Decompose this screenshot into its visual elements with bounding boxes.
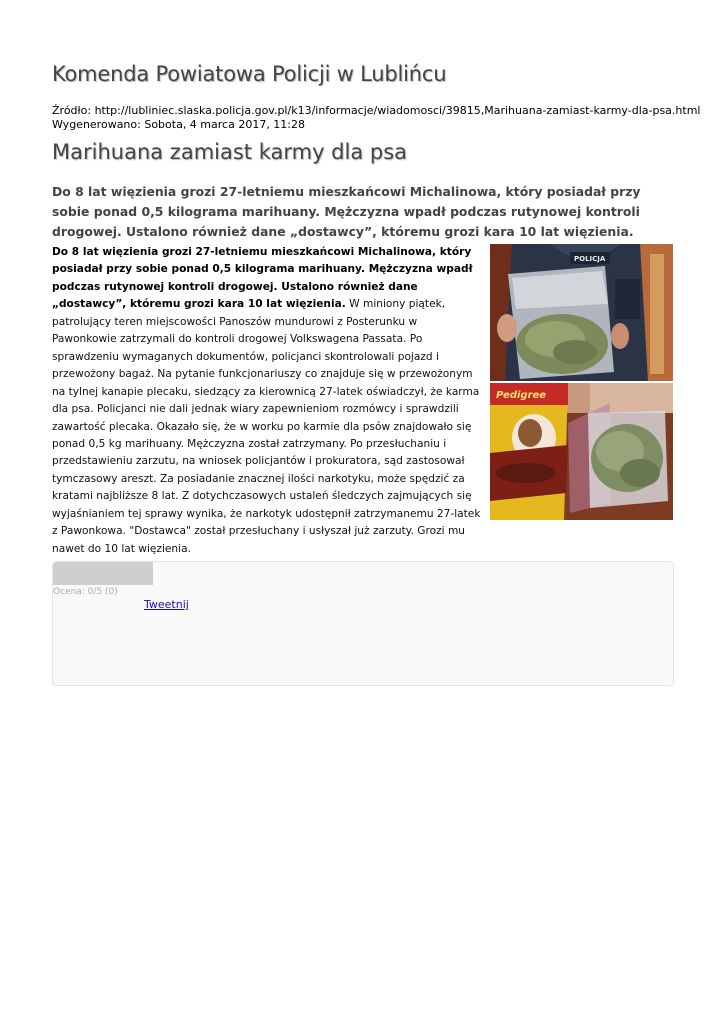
- article-body: [52, 244, 484, 558]
- article-body-text: W miniony piątek, patrolujący teren miejscowości Panoszów mundurowi z Posterunku w Pawonkowie zatrzymali do kontroli drogowej Volkswagena Passata. Po sprawdzeniu wymaganych dokumentów, policjanci skontrolowali pojazd i przewożony bagaż. Na pytanie funkcjonariuszy co znajduje się w przewożonym na tylnej kanapie plecaku, siedzący za kierownicą 27-latek oświadczył, że karma dla psa. Policjanci nie dali jednak wiary zapewnieniom rozmówcy i sprawdzili zawartość plecaka. Okazało się, że w worku po karmie dla psów znajdowało się ponad 0,5 kg marihuany. Mężczyzna został zatrzymany. Po przesłuchaniu i przedstawieniu zarzutu, na wniosek policjantów i prokuratora, sąd zastosował tymczasowy areszt. Za posiadanie znacznej ilości narkotyku, może spędzić za kratami najbliższe 8 lat. Z dotychczasowych ustaleń śledczych zajmujących się wyjaśnianiem tej sprawy wynika, że narkotyk udostępnił zatrzymanemu 27-latek z Pawonkowa. "Dostawca" został przesłuchany i usłyszał już zarzuty. Grozi mu nawet do 10 lat więzienia.: [52, 298, 481, 555]
- article-body-intro: Do 8 lat więzienia grozi 27-letniemu mieszkańcowi Michalinowa, który posiadał przy sobie ponad 0,5 kilograma marihuany. Mężczyzna wpadł podczas rutynowej kontroli drogowej. Ustalono również dane „dostawcy”, któremu grozi kara 10 lat więzienia.: [52, 246, 473, 311]
- photo1-police-patch: POLICJA: [574, 255, 606, 263]
- rating-bar[interactable]: [53, 562, 153, 585]
- site-title: Komenda Powiatowa Policji w Lublińcu: [52, 62, 447, 86]
- generated-date: Wygenerowano: Sobota, 4 marca 2017, 11:28: [52, 118, 306, 131]
- document-meta: [52, 104, 700, 132]
- article-title: Marihuana zamiast karmy dla psa: [52, 140, 408, 164]
- article-lead: Do 8 lat więzienia grozi 27-letniemu mieszkańcowi Michalinowa, który posiadał przy sobie ponad 0,5 kilograma marihuany. Mężczyzna wpadł podczas rutynowej kontroli drogowej. Ustalono również dane „dostawcy”, któremu grozi kara 10 lat więzienia.: [52, 184, 641, 239]
- photo-police-officer-with-bag: [490, 244, 673, 381]
- rating-widget: [52, 561, 674, 686]
- source-url: Źródło: http://lubliniec.slaska.policja.gov.pl/k13/informacje/wiadomosci/39815,Marihuana-zamiast-karmy-dla-psa.html: [52, 104, 701, 117]
- photo2-brand-text: Pedigree: [496, 390, 547, 401]
- rating-label: Ocena: 0/5 (0): [53, 587, 118, 597]
- tweet-link[interactable]: Tweetnij: [144, 598, 189, 611]
- photo-dog-food-and-marijuana: [490, 383, 673, 520]
